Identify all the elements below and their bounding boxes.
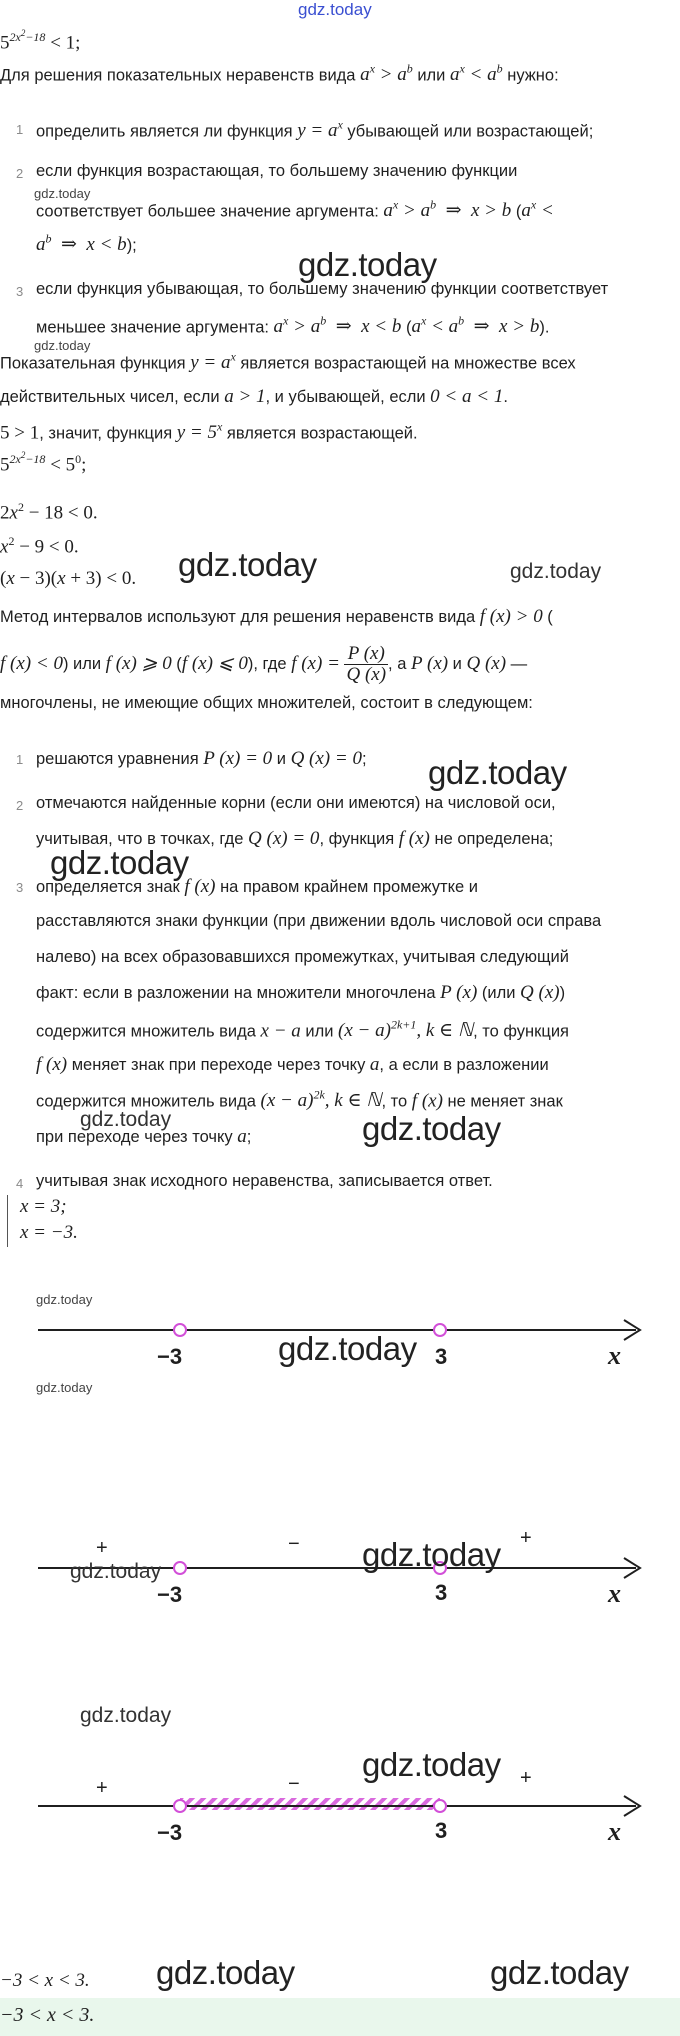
step-4: (x − 3)(x + 3) < 0. xyxy=(0,568,137,589)
watermark: gdz.today xyxy=(362,1746,501,1783)
exp-rule-2-l3: $a^b$ ⇒ x < b); xyxy=(36,232,137,256)
watermark: gdz.today xyxy=(80,1108,172,1131)
label-3: 3 xyxy=(435,1818,448,1843)
watermark: gdz.today xyxy=(156,1954,295,1991)
watermark: gdz.today xyxy=(362,1536,501,1573)
interval-rule-3-l6: f (x) меняет знак при переходе через точку a, а если в разложении xyxy=(36,1054,549,1075)
label-x: x xyxy=(608,1817,621,1846)
watermark: gdz.today xyxy=(298,246,437,283)
watermark: gdz.today xyxy=(178,546,317,583)
monotonic-l2: действительных чисел, если a > 1, и убывающей, если 0 < a < 1. xyxy=(0,386,508,407)
point-3 xyxy=(434,1324,446,1336)
exp-rule-3-l1: если функция убывающая, то большему значению функции соответствует xyxy=(36,280,609,298)
sign-middle: − xyxy=(288,1773,300,1795)
conclusion: 5 > 1, значит, функция $y = 5^x$ является возрастающей. xyxy=(0,420,418,444)
watermark: gdz.today xyxy=(34,338,91,353)
interval-rule-3-l8: при переходе через точку a; xyxy=(36,1126,252,1147)
point-minus3 xyxy=(174,1562,186,1574)
final-answer: −3 < x < 3. xyxy=(0,2004,95,2026)
interval-rule-3-l5: содержится множитель вида x − a или $(x - a)^{2k+1}$, k ∈ ℕ, то функция xyxy=(36,1018,569,1042)
intro-exp: Для решения показательных неравенств вида $a^x > a^b$ или $a^x < a^b$ нужно: xyxy=(0,62,559,86)
step-3: $x^2 - 9 < 0$. xyxy=(0,534,79,558)
label-minus3: −3 xyxy=(157,1582,183,1607)
number-line-3 xyxy=(0,1750,680,1860)
sign-right: + xyxy=(520,1767,532,1789)
exp-rule-3-l2: меньшее значение аргумента: $a^x > a^b$ ⇒ x < b ($a^x < a^b$ ⇒ x > b). xyxy=(36,314,550,338)
sign-left: + xyxy=(96,1537,108,1559)
exp-rule-2-l1: если функция возрастающая, то большему значению функции xyxy=(36,162,518,180)
label-x: x xyxy=(608,1341,621,1370)
label-3: 3 xyxy=(435,1580,448,1605)
step-1: $5^{2x^2-18} < 5^0$; xyxy=(0,450,87,476)
interval-rule-3-l7: содержится множитель вида $(x - a)^{2k}$, k ∈ ℕ, то f (x) не меняет знак xyxy=(36,1088,563,1112)
final-answer-bar xyxy=(0,1998,680,2036)
watermark: gdz.today xyxy=(70,1560,162,1583)
label-x: x xyxy=(608,1579,621,1608)
system-eq-1: x = 3; xyxy=(20,1196,67,1217)
answer-line: −3 < x < 3. xyxy=(0,1970,90,1991)
step-2: $2x^2 - 18 < 0$. xyxy=(0,500,98,524)
watermark: gdz.today xyxy=(36,1380,93,1395)
interval-rule-2-l2: учитывая, что в точках, где Q (x) = 0, функция f (x) не определена; xyxy=(36,828,554,849)
sign-left: + xyxy=(96,1777,108,1799)
initial-inequality: $5^{2x^2-18} < 1$; xyxy=(0,28,81,54)
label-minus3: −3 xyxy=(157,1344,183,1369)
sign-right: + xyxy=(520,1527,532,1549)
point-minus3 xyxy=(174,1324,186,1336)
solution-hatch xyxy=(180,1798,440,1810)
interval-intro-l2: f (x) < 0) или f (x) ⩾ 0 (f (x) ⩽ 0), где f (x) = $\frac{P (x)}{Q (x)}$ , а P (x) и Q (x) — xyxy=(0,643,528,685)
interval-intro-l1: Метод интервалов используют для решения неравенств вида f (x) > 0 ( xyxy=(0,606,553,627)
point-3 xyxy=(434,1800,446,1812)
system-bracket xyxy=(7,1195,8,1247)
watermark: gdz.today xyxy=(34,186,91,201)
watermark: gdz.today xyxy=(278,1330,417,1367)
interval-rule-3-l2: расставляются знаки функции (при движении вдоль числовой оси справа xyxy=(36,912,602,930)
point-minus3 xyxy=(174,1800,186,1812)
label-minus3: −3 xyxy=(157,1820,183,1845)
watermark: gdz.today xyxy=(36,1292,93,1307)
system-eq-2: x = −3. xyxy=(20,1222,78,1243)
exp-rule-2-l2: соответствует большее значение аргумента: $a^x > a^b$ ⇒ x > b ($a^x$ < xyxy=(36,198,554,222)
monotonic-l1: Показательная функция $y = a^x$ является возрастающей на множестве всех xyxy=(0,350,576,374)
watermark: gdz.today xyxy=(50,844,189,881)
label-3: 3 xyxy=(435,1344,448,1369)
interval-rule-4: учитывая знак исходного неравенства, записывается ответ. xyxy=(36,1172,493,1190)
interval-rule-3-l1: определяется знак f (x) на правом крайнем промежутке и xyxy=(36,876,478,897)
watermark: gdz.today xyxy=(490,1954,629,1991)
watermark: gdz.today xyxy=(80,1704,172,1727)
interval-intro-l3: многочлены, не имеющие общих множителей, состоит в следующем: xyxy=(0,694,533,712)
interval-rule-3-l3: налево) на всех образовавшихся промежутках, учитывая следующий xyxy=(36,948,569,966)
watermark: gdz.today xyxy=(510,560,602,583)
interval-rule-1: решаются уравнения P (x) = 0 и Q (x) = 0; xyxy=(36,748,367,769)
sign-middle: − xyxy=(288,1533,300,1555)
watermark: gdz.today xyxy=(428,754,567,791)
watermark-top: gdz.today xyxy=(298,0,372,19)
interval-rule-3-l4: факт: если в разложении на множители многочлена P (x) (или Q (x)) xyxy=(36,982,566,1003)
interval-rule-2-l1: отмечаются найденные корни (если они имеются) на числовой оси, xyxy=(36,794,556,812)
exp-rule-1: определить является ли функция $y = a^x$ убывающей или возрастающей; xyxy=(36,118,594,142)
watermark: gdz.today xyxy=(362,1110,501,1147)
